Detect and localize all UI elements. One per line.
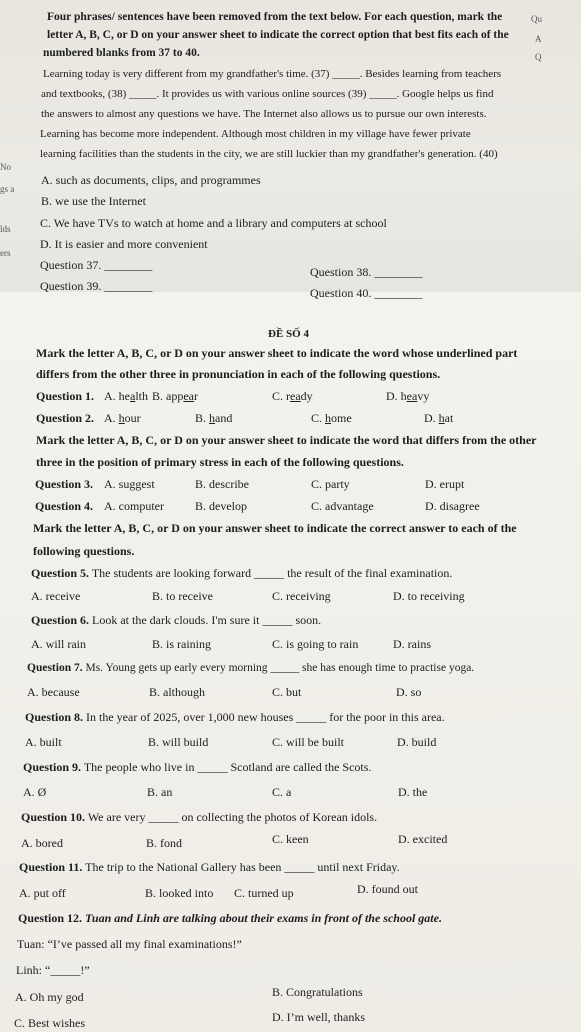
passage-line4: Learning has become more independent. Although most children in my village have fewer private (40, 128, 471, 140)
question-40-blank: Question 40. ________ (310, 286, 423, 300)
question-10-option-d: D. excited (398, 832, 448, 846)
question-11-option-d: D. found out (357, 882, 418, 896)
question-12-linh-line: Linh: “_____!” (16, 963, 90, 977)
question-8-option-c: C. will be built (272, 735, 344, 749)
question-9-option-a: A. Ø (23, 785, 47, 799)
question-9-option-c: C. a (272, 785, 292, 799)
reading-option-d: D. It is easier and more convenient (40, 237, 208, 251)
question-12-option-d: D. I’m well, thanks (272, 1010, 365, 1024)
question-4-option-d: D. disagree (425, 499, 480, 513)
margin-fragment: lds (0, 224, 11, 234)
margin-fragment: No (0, 162, 11, 172)
reading-option-a: A. such as documents, clips, and programmes (41, 173, 261, 187)
question-10-stem: Question 10. We are very _____ on collecting the photos of Korean idols. (21, 810, 378, 824)
question-11-option-c: C. turned up (234, 886, 294, 900)
question-2-option-c: C. home (311, 411, 352, 425)
question-3-option-d: D. erupt (425, 477, 465, 491)
margin-fragment: A (535, 34, 542, 44)
question-11-option-b: B. looked into (145, 886, 214, 900)
question-12-option-a: A. Oh my god (15, 990, 84, 1004)
question-8-stem: Question 8. In the year of 2025, over 1,000 new houses _____ for the poor in this area. (25, 710, 445, 724)
question-6-option-a: A. will rain (31, 637, 86, 651)
question-11-option-a: A. put off (19, 886, 66, 900)
question-5-option-b: B. to receive (152, 589, 213, 603)
exam-number-heading: ĐỀ SỐ 4 (268, 328, 309, 340)
question-10-option-a: A. bored (21, 836, 63, 850)
question-2-option-b: B. hand (195, 411, 233, 425)
question-11-stem: Question 11. The trip to the National Gallery has been _____ until next Friday. (19, 860, 400, 874)
question-12-option-c: C. Best wishes (14, 1016, 86, 1030)
question-7-stem: Question 7. Ms. Young gets up early every morning _____ she has enough time to practise yoga. (27, 662, 475, 674)
question-8-option-a: A. built (25, 735, 62, 749)
question-8-option-b: B. will build (148, 735, 209, 749)
section1-instruction-line1: Mark the letter A, B, C, or D on your answer sheet to indicate the word whose underlined part (36, 346, 518, 360)
margin-fragment: Qu (531, 14, 542, 24)
question-4-option-c: C. advantage (311, 499, 374, 513)
question-1-label: Question 1. (36, 389, 95, 403)
question-3-option-b: B. describe (195, 477, 249, 491)
reading-option-b: B. we use the Internet (41, 194, 146, 208)
question-39-blank: Question 39. ________ (40, 279, 153, 293)
question-5-option-c: C. receiving (272, 589, 331, 603)
question-1-option-d: D. heavy (386, 389, 430, 403)
question-2-option-a: A. hour (104, 411, 141, 425)
passage-line1: Learning today is very different from my grandfather's time. (37) _____. Besides learning from teachers (43, 68, 502, 80)
section2-instruction-line1: Mark the letter A, B, C, or D on your answer sheet to indicate the word that differs from the other (36, 433, 537, 447)
passage-line5: learning facilities than the students in the city, we are still luckier than my grandfather's generation. (40) (40, 148, 498, 160)
question-38-blank: Question 38. ________ (310, 265, 423, 279)
reading-instruction-line1: Four phrases/ sentences have been removed from the text below. For each question, mark the (47, 11, 503, 23)
question-7-option-b: B. although (149, 685, 205, 699)
reading-instruction-line3: numbered blanks from 37 to 40. (43, 47, 200, 59)
reading-instruction-line2: letter A, B, C, or D on your answer sheet to indicate the correct option that best fits each of the (47, 29, 509, 41)
question-6-stem: Question 6. Look at the dark clouds. I'm sure it _____ soon. (31, 613, 322, 627)
question-12-tuan-line: Tuan: “I’ve passed all my final examinations!” (17, 937, 242, 951)
question-8-option-d: D. build (397, 735, 437, 749)
question-3-option-c: C. party (311, 477, 350, 491)
question-10-option-c: C. keen (272, 832, 309, 846)
question-1-option-a: A. health (104, 389, 148, 403)
question-9-stem: Question 9. The people who live in _____ Scotland are called the Scots. (23, 760, 372, 774)
margin-fragment: Q (535, 52, 542, 62)
question-2-option-d: D. hat (424, 411, 454, 425)
question-12-stem: Question 12. Tuan and Linh are talking about their exams in front of the school gate. (18, 911, 442, 925)
question-6-option-d: D. rains (393, 637, 431, 651)
section2-instruction-line2: three in the position of primary stress in each of the following questions. (36, 455, 404, 469)
question-9-option-d: D. the (398, 785, 428, 799)
question-7-option-d: D. so (396, 685, 422, 699)
question-12-option-b: B. Congratulations (272, 985, 363, 999)
section3-instruction-line2: following questions. (33, 544, 135, 558)
question-1-option-c: C. ready (272, 389, 313, 403)
question-5-option-a: A. receive (31, 589, 81, 603)
question-10-option-b: B. fond (146, 836, 182, 850)
question-4-option-b: B. develop (195, 499, 247, 513)
question-2-label: Question 2. (36, 411, 95, 425)
margin-fragment: ers (0, 248, 11, 258)
question-37-blank: Question 37. ________ (40, 258, 153, 272)
question-6-option-c: C. is going to rain (272, 637, 359, 651)
question-5-stem: Question 5. The students are looking forward _____ the result of the final examination. (31, 566, 453, 580)
question-4-option-a: A. computer (104, 499, 164, 513)
passage-line2: and textbooks, (38) _____. It provides us with various online sources (39) _____. Google helps us find (41, 88, 494, 100)
section3-instruction-line1: Mark the letter A, B, C, or D on your answer sheet to indicate the correct answer to each of the (33, 521, 517, 535)
question-9-option-b: B. an (147, 785, 173, 799)
question-3-label: Question 3. (35, 477, 94, 491)
question-6-option-b: B. is raining (152, 637, 211, 651)
question-5-option-d: D. to receiving (393, 589, 465, 603)
reading-option-c: C. We have TVs to watch at home and a library and computers at school (40, 216, 387, 230)
margin-fragment: gs a (0, 184, 15, 194)
section1-instruction-line2: differs from the other three in pronunciation in each of the following questions. (36, 367, 441, 381)
passage-line3: the answers to almost any questions we have. The Internet also allows us to pursue our own interests. (41, 108, 487, 120)
question-7-option-c: C. but (272, 685, 302, 699)
question-7-option-a: A. because (27, 685, 80, 699)
question-4-label: Question 4. (35, 499, 94, 513)
question-1-option-b: B. appear (152, 389, 198, 403)
question-3-option-a: A. suggest (104, 477, 155, 491)
